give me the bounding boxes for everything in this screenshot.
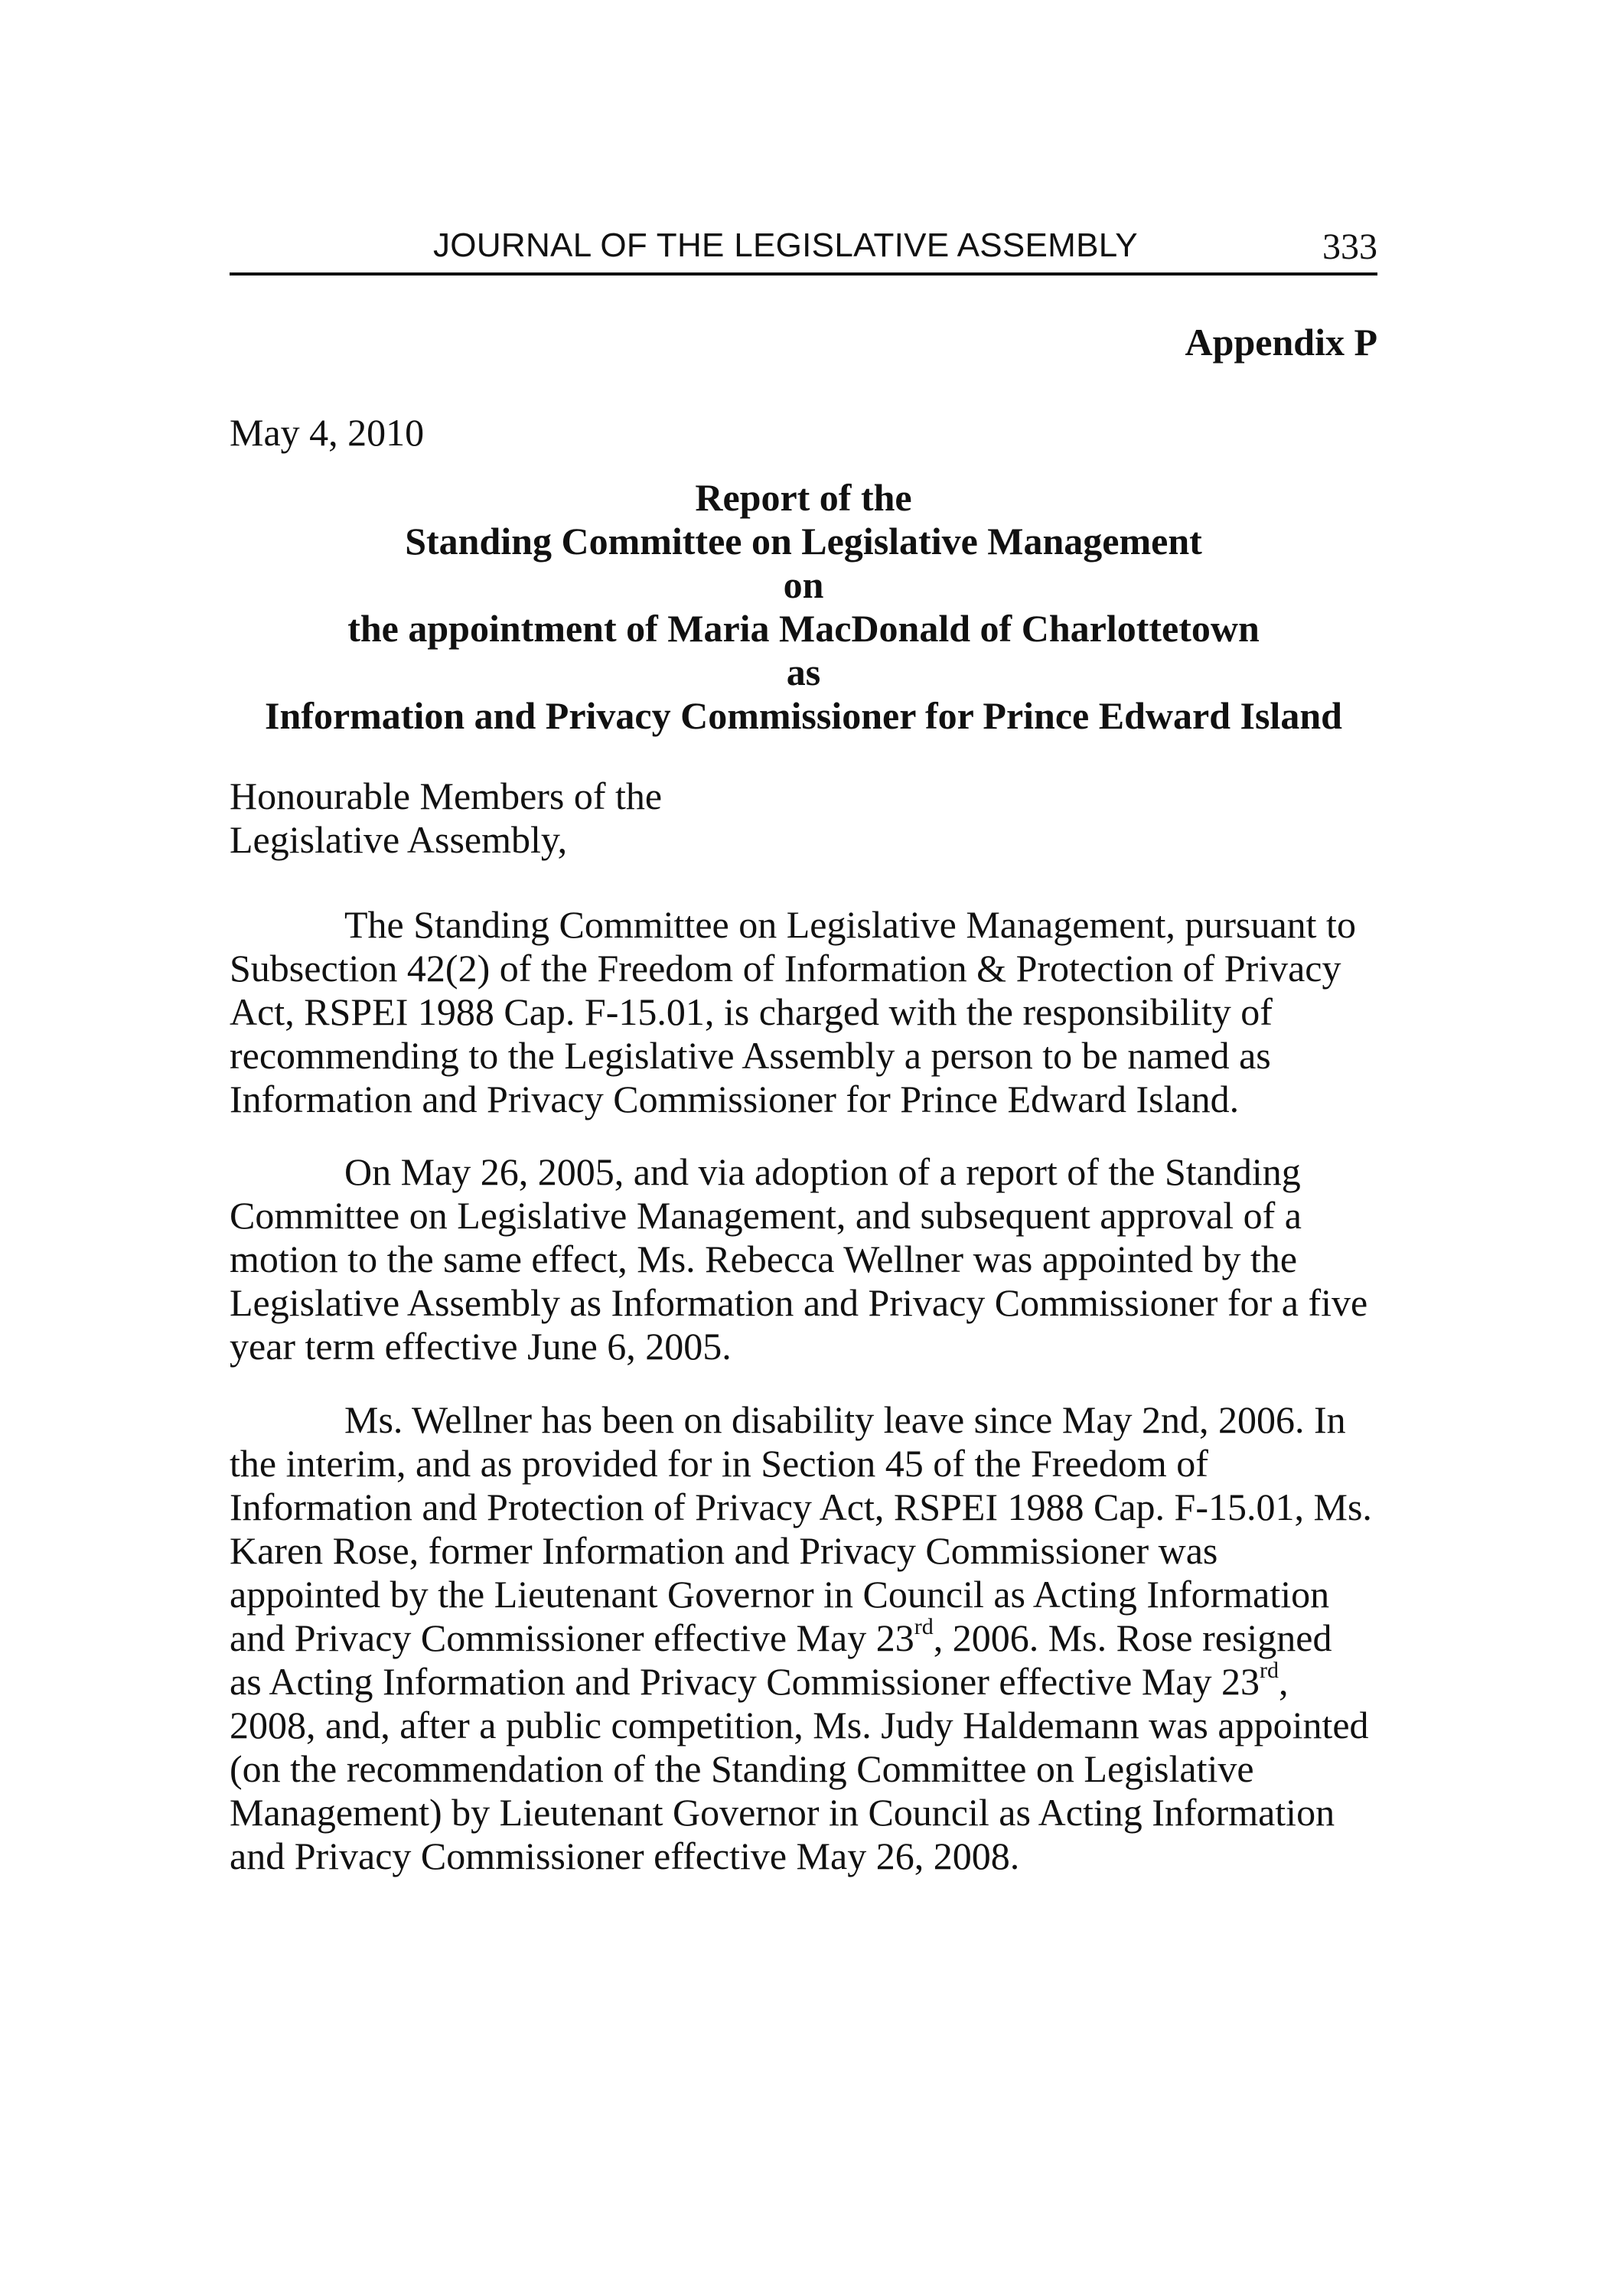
report-title [230, 476, 1377, 738]
paragraph-line: Subsection 42(2) of the Freedom of Information & Protection of Privacy [230, 947, 1341, 990]
appendix-label: Appendix P [1185, 321, 1377, 364]
paragraph-line: appointed by the Lieutenant Governor in Council as Acting Information [230, 1573, 1330, 1616]
paragraph-line: year term effective June 6, 2005. [230, 1325, 732, 1368]
page-number: 333 [1322, 227, 1377, 267]
journal-title: JOURNAL OF THE LEGISLATIVE ASSEMBLY [433, 227, 1138, 264]
salutation-line: Honourable Members of the [230, 775, 663, 817]
report-title-line: on [783, 563, 824, 606]
paragraph-line: Legislative Assembly as Information and Privacy Commissioner for a five [230, 1281, 1368, 1324]
paragraph-line [230, 1660, 1377, 1704]
salutation [230, 775, 662, 862]
paragraph-line: Committee on Legislative Management, and subsequent approval of a [230, 1194, 1302, 1237]
paragraph-line: (on the recommendation of the Standing Committee on Legislative [230, 1747, 1254, 1790]
paragraph-interim [230, 1398, 1377, 1878]
report-title-line: the appointment of Maria MacDonald of Charlottetown [347, 607, 1260, 650]
paragraph-history [230, 1150, 1377, 1368]
paragraph-line: Information and Protection of Privacy Act, RSPEI 1988 Cap. F-15.01, Ms. [230, 1486, 1372, 1528]
report-title-line: as [786, 651, 821, 693]
paragraph-line: Ms. Wellner has been on disability leave since May 2nd, 2006. In [344, 1398, 1346, 1441]
paragraph-line: Management) by Lieutenant Governor in Council as Acting Information [230, 1791, 1335, 1834]
report-date: May 4, 2010 [230, 411, 425, 454]
line-text: , 2006. Ms. Rose resigned [933, 1616, 1332, 1659]
line-text: and Privacy Commissioner effective May 23 [230, 1616, 914, 1659]
paragraph-line: and Privacy Commissioner effective May 26, 2008. [230, 1835, 1020, 1877]
paragraph-line: Karen Rose, former Information and Privacy Commissioner was [230, 1529, 1218, 1572]
paragraph-line: motion to the same effect, Ms. Rebecca Wellner was appointed by the [230, 1238, 1298, 1280]
line-text: as Acting Information and Privacy Commissioner effective May 23 [230, 1660, 1260, 1703]
paragraph-line: the interim, and as provided for in Section 45 of the Freedom of [230, 1442, 1208, 1485]
paragraph-line: recommending to the Legislative Assembly a person to be named as [230, 1034, 1271, 1077]
line-text: , [1279, 1660, 1289, 1703]
running-header [230, 227, 1377, 276]
paragraph-line: On May 26, 2005, and via adoption of a report of the Standing [344, 1150, 1301, 1193]
salutation-line: Legislative Assembly, [230, 818, 568, 861]
ordinal-suffix: rd [1260, 1658, 1279, 1684]
paragraph-line: The Standing Committee on Legislative Management, pursuant to [344, 903, 1356, 946]
paragraph-line [230, 1616, 1377, 1660]
ordinal-suffix: rd [914, 1614, 934, 1640]
paragraph-mandate [230, 903, 1377, 1121]
paragraph-line: 2008, and, after a public competition, Ms. Judy Haldemann was appointed [230, 1704, 1369, 1746]
report-title-line: Report of the [695, 476, 912, 519]
report-title-line: Information and Privacy Commissioner for Prince Edward Island [265, 694, 1342, 737]
paragraph-line: Act, RSPEI 1988 Cap. F-15.01, is charged with the responsibility of [230, 990, 1273, 1033]
report-title-line: Standing Committee on Legislative Management [405, 520, 1202, 563]
paragraph-line: Information and Privacy Commissioner for Prince Edward Island. [230, 1078, 1240, 1120]
